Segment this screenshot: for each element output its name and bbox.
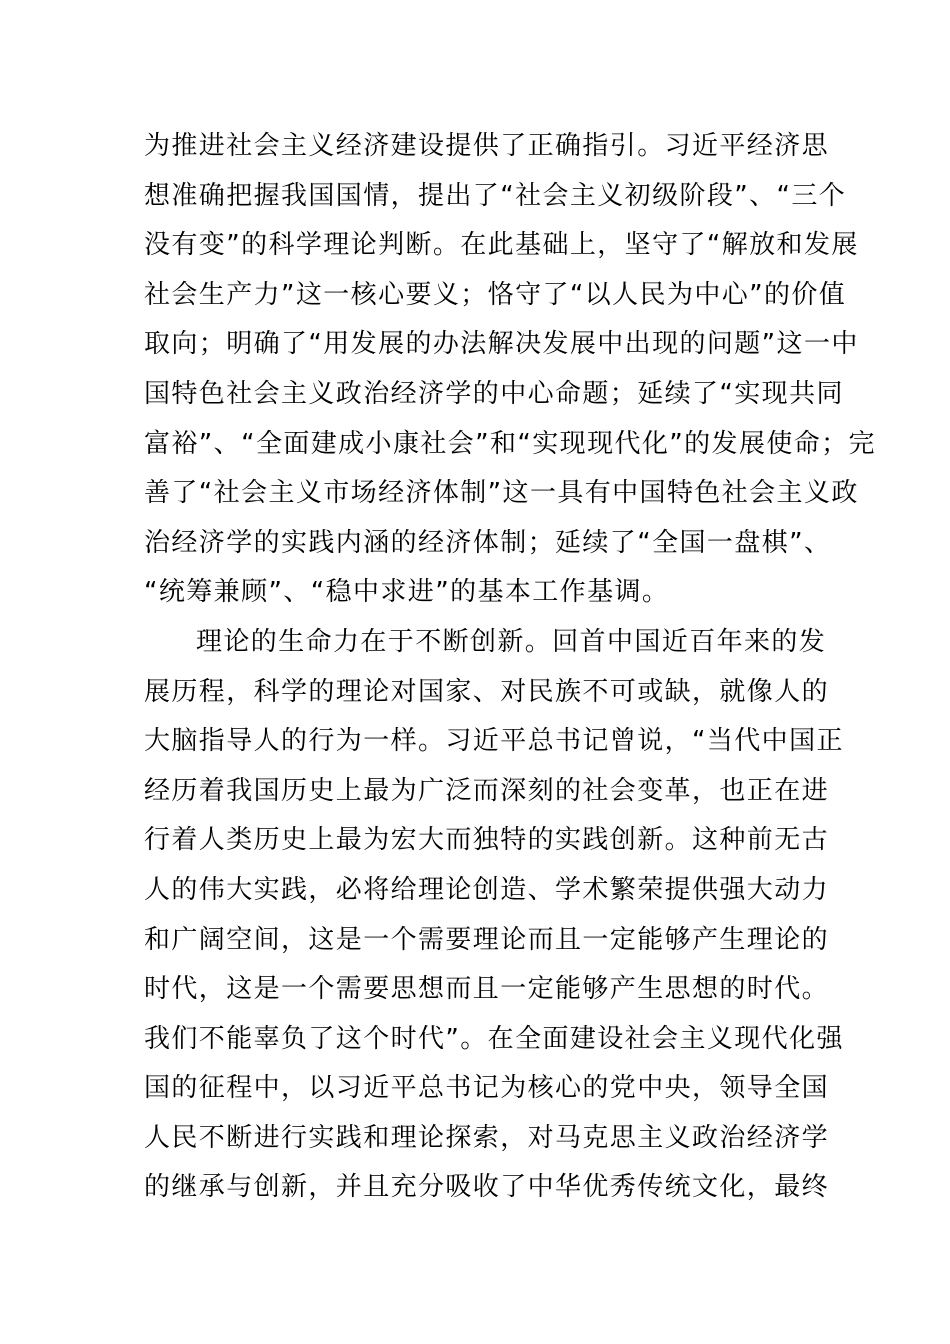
text-line: 治经济学的实践内涵的经济体制；延续了“全国一盘棋”、: [144, 527, 832, 558]
text-line: 国的征程中，以习近平总书记为核心的党中央，领导全国: [144, 1073, 830, 1104]
text-line: 我们不能辜负了这个时代”。在全面建设社会主义现代化强: [144, 1023, 844, 1054]
paragraph-1: [144, 122, 876, 618]
text-line: 想准确把握我国国情，提出了“社会主义初级阶段”、“三个: [144, 180, 847, 211]
text-line: 为推进社会主义经济建设提供了正确指引。习近平经济思: [144, 131, 830, 161]
text-line: 善了“社会主义市场经济体制”这一具有中国特色社会主义政: [144, 478, 859, 509]
text-line: 展历程，科学的理论对国家、对民族不可或缺，就像人的: [144, 676, 830, 707]
text-line: 时代，这是一个需要思想而且一定能够产生思想的时代。: [144, 974, 830, 1005]
text-line: 行着人类历史上最为宏大而独特的实践创新。这种前无古: [144, 825, 830, 856]
document-body: [144, 122, 876, 1213]
text-line: 国特色社会主义政治经济学的中心命题；延续了“实现共同: [144, 378, 844, 409]
text-line: 大脑指导人的行为一样。习近平总书记曾说，“当代中国正: [144, 726, 844, 757]
text-line: 经历着我国历史上最为广泛而深刻的社会变革，也正在进: [144, 775, 830, 806]
text-line: 富裕”、“全面建成小康社会”和“实现现代化”的发展使命；完: [144, 428, 876, 459]
text-line: 社会生产力”这一核心要义；恪守了“以人民为中心”的价值: [144, 279, 847, 310]
text-line: 的继承与创新，并且充分吸收了中华优秀传统文化，最终: [144, 1172, 830, 1203]
text-line: “统筹兼顾”、“稳中求进”的基本工作基调。: [144, 577, 670, 608]
text-line: 没有变”的科学理论判断。在此基础上，坚守了“解放和发展: [144, 230, 859, 261]
text-line: 人的伟大实践，必将给理论创造、学术繁荣提供强大动力: [144, 874, 830, 905]
text-line: 取向；明确了“用发展的办法解决发展中出现的问题”这一中: [144, 329, 859, 360]
text-line: 人民不断进行实践和理论探索，对马克思主义政治经济学: [144, 1122, 830, 1153]
paragraph-2: [144, 618, 844, 1213]
text-line: 和广阔空间，这是一个需要理论而且一定能够产生理论的: [144, 924, 830, 955]
text-line-indented: 理论的生命力在于不断创新。回首中国近百年来的发: [196, 626, 827, 657]
